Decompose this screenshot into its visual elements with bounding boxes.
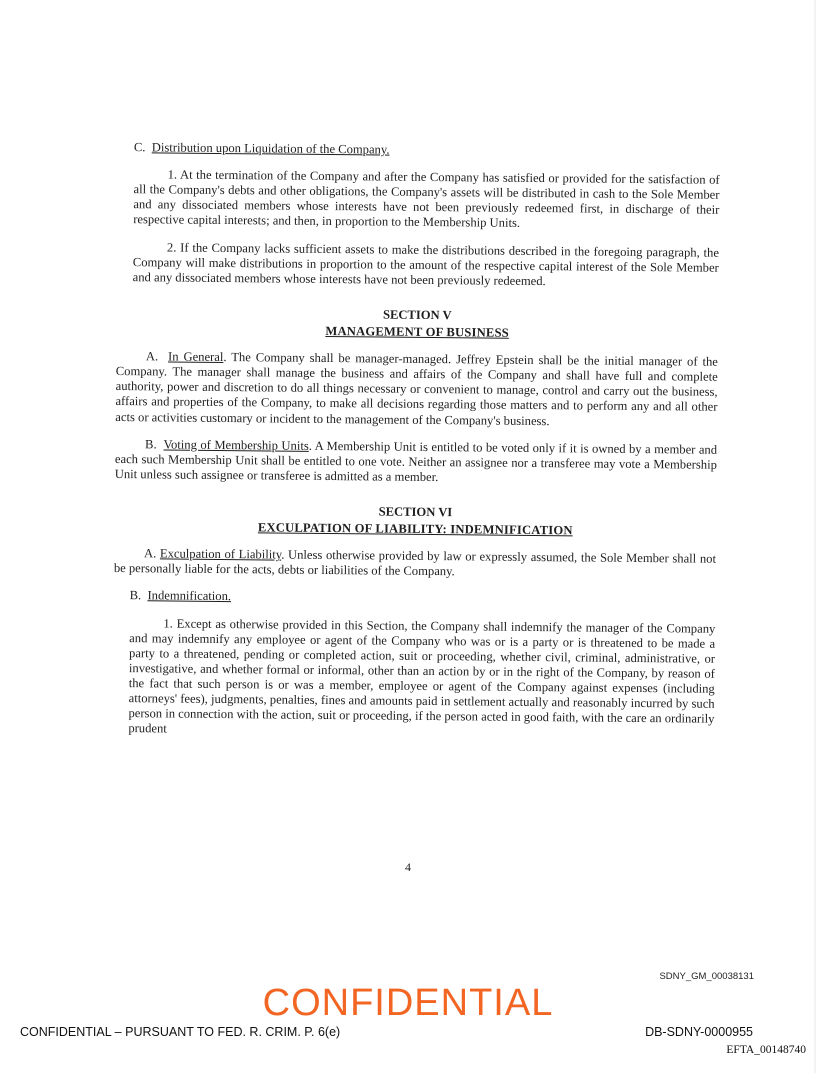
paragraph-vi-b1: 1. Except as otherwise provided in this Section, the Company shall indemnify the manager of the Company and may indemnify any employee or agent of the Company who was or is a party or is threatened to be made a party to a threatened, pending or completed action, suit or proceeding, whether civil, criminal, administrative, or investigative, and whether formal or informal, other than an action by or in the right of the Company, by reason of the fact that such person is or was a member, employee or agent of the Company against expenses (including attorneys' fees), judgments, penalties, fines and amounts paid in settlement actually and reasonably incurred by such person in connection with the action, suit or proceeding, if the person acted in good faith, with the care an ordinarily prudent: [128, 615, 716, 736]
paragraph-vi-a-text: . Unless otherwise provided by law or expressly assumed, the Sole Member shall not be personally liable for the acts, debts or liabilities of the Company.: [113, 547, 717, 579]
paragraph-v-a-text: . The Company shall be manager-managed. Jeffrey Epstein shall be the initial manager of the Company. The manager shall manage the business and affairs of the Company and shall have full and complete authority, power and discretion to do all things necessary or convenient to manage, control and carry out the business, affairs and properties of the Company, to make all decisions regarding those matters and to perform any and all other acts or activities customary or incident to the management of the Company's business.: [115, 350, 718, 428]
footer-confidentiality-notice: CONFIDENTIAL – PURSUANT TO FED. R. CRIM. P. 6(e): [20, 1025, 341, 1039]
page-number: 4: [405, 860, 411, 874]
efta-id: EFTA_00148740: [726, 1044, 806, 1056]
paragraph-vi-a-label: A.: [143, 546, 157, 561]
subheading-vi-b-label: B.: [129, 588, 142, 603]
section-vi-title: EXCULPATION OF LIABILITY: INDEMNIFICATION: [257, 520, 573, 538]
subheading-vi-b-title: Indemnification.: [147, 588, 232, 604]
paragraph-c2: 2. If the Company lacks sufficient assets to make the distributions described in the foregoing paragraph, the Company will make distributions in proportion to the amount of the respective capital interest of the Sole Member and any dissociated members whose interests have not been previously redeemed.: [132, 240, 720, 288]
paragraph-c1: 1. At the termination of the Company and after the Company has satisfied or provided for the satisfaction of all the Company's debts and other obligations, the Company's assets will be distributed in cash to the Sole Member and any dissociated members whose interests have not been previously redeemed first, in discharge of their respective capital interests; and then, in proportion to the Membership Units.: [133, 167, 720, 231]
bates-number-sdny-gm: SDNY_GM_00038131: [659, 971, 754, 982]
section-v-number: SECTION V: [382, 307, 452, 323]
subheading-c: [118, 140, 720, 161]
confidential-stamp: CONFIDENTIAL: [262, 982, 554, 1024]
paragraph-v-a-title: In General: [168, 349, 224, 365]
bates-number-db-sdny: DB-SDNY-0000955: [645, 1025, 753, 1039]
paragraph-v-b-title: Voting of Membership Units: [163, 437, 309, 453]
paragraph-v-a-label: A.: [145, 349, 159, 364]
paragraph-v-b: [115, 437, 717, 488]
paragraph-vi-a: [114, 546, 716, 582]
paragraph-v-b-label: B.: [145, 436, 157, 452]
subheading-vi-b: [114, 588, 716, 609]
subheading-c-label: C.: [133, 140, 146, 155]
paragraph-v-a: [115, 349, 718, 430]
section-vi-number: SECTION VI: [378, 504, 453, 520]
section-v-title: MANAGEMENT OF BUSINESS: [325, 323, 510, 340]
paragraph-v-b-text: . A Membership Unit is entitled to be voted only if it is owned by a member and each such Membership Unit shall be entitled to one vote. Neither an assignee nor a transferee may vote a Membership Unit unless such assignee or transferee is admitted as a member.: [114, 438, 718, 484]
document-body: [112, 140, 720, 754]
subheading-c-title: Distribution upon Liquidation of the Company.: [151, 140, 390, 157]
paragraph-vi-a-title: Exculpation of Liability: [159, 546, 282, 562]
